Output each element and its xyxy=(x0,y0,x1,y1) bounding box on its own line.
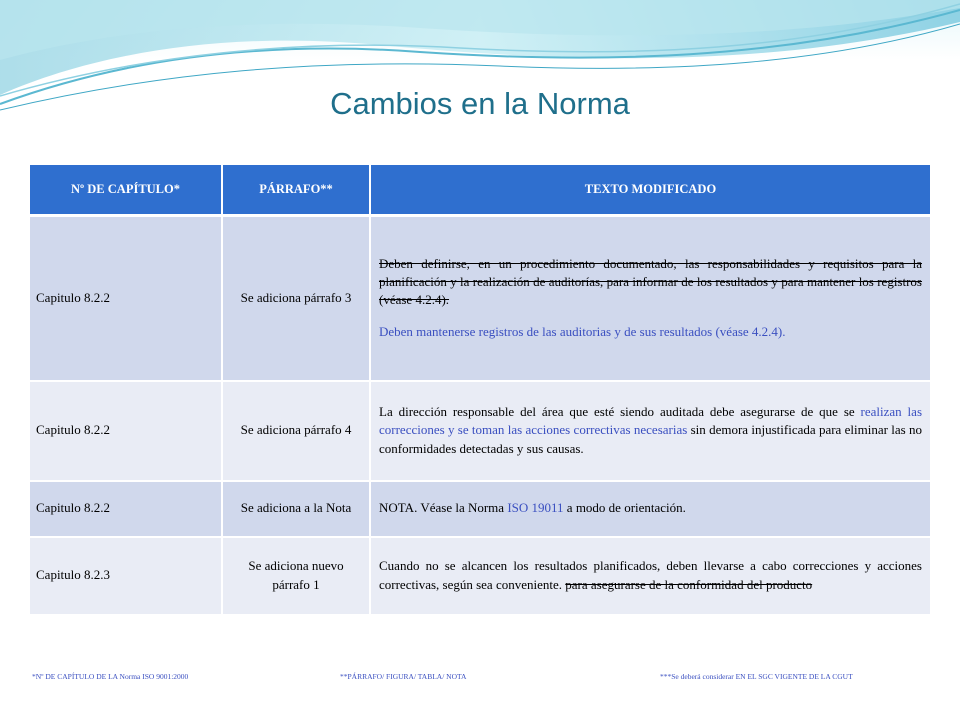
text-after: sin demora injustificada para eliminar las no conformidades detectadas y sus causas. xyxy=(379,422,922,456)
row-modified-text xyxy=(370,537,930,615)
footnote-paragraph: **PÁRRAFO/ FIGURA/ TABLA/ NOTA xyxy=(340,672,467,681)
row-chapter: Capitulo 8.2.2 xyxy=(30,481,222,537)
row-chapter: Capitulo 8.2.3 xyxy=(30,537,222,615)
slide-title: Cambios en la Norma xyxy=(330,86,630,121)
highlighted-text: ISO 19011 xyxy=(507,500,564,516)
changes-table xyxy=(30,165,930,616)
row-paragraph: Se adiciona a la Nota xyxy=(222,481,370,537)
header-modified-text: TEXTO MODIFICADO xyxy=(370,165,930,216)
row-chapter: Capitulo 8.2.2 xyxy=(30,216,222,381)
row-paragraph: Se adiciona párrafo 3 xyxy=(222,216,370,381)
footnote-consider: ***Se deberá considerar EN EL SGC VIGENTE DE LA CGUT xyxy=(660,672,853,681)
table-row xyxy=(30,381,930,481)
table-row xyxy=(30,216,930,381)
text-main: Cuando no se alcancen los resultados planificados, deben llevarse a cabo correcciones y acciones correctivas, según sea conveniente. xyxy=(379,558,922,592)
table-row xyxy=(30,481,930,537)
table-header-row xyxy=(30,165,930,216)
row-modified-text xyxy=(370,216,930,381)
footnote-chapter: *Nº DE CAPÍTULO DE LA Norma ISO 9001:2000 xyxy=(32,672,189,681)
row-chapter: Capitulo 8.2.2 xyxy=(30,381,222,481)
struck-text: Deben definirse, en un procedimiento documentado, las responsabilidades y requisitos para la planificación y la realización de auditorías, para informar de los resultados y para mantener los registros (véase 4.2.4). xyxy=(379,255,922,308)
added-text: Deben mantenerse registros de las auditorias y de sus resultados (véase 4.2.4). xyxy=(379,324,786,340)
text-after: a modo de orientación. xyxy=(563,500,686,516)
struck-text: para asegurarse de la conformidad del producto xyxy=(565,576,813,592)
row-paragraph: Se adiciona párrafo 4 xyxy=(222,381,370,481)
highlighted-text: realizan las correcciones y se toman las acciones correctivas necesarias xyxy=(379,404,923,438)
row-paragraph: Se adiciona nuevo párrafo 1 xyxy=(222,537,370,615)
header-chapter: Nº DE CAPÍTULO* xyxy=(30,165,222,216)
text-before: La dirección responsable del área que esté siendo auditada debe asegurarse de que se xyxy=(379,404,861,420)
row-modified-text xyxy=(370,481,930,537)
header-paragraph: PÁRRAFO** xyxy=(222,165,370,216)
text-before: NOTA. Véase la Norma xyxy=(379,500,508,516)
row-modified-text xyxy=(370,381,930,481)
table-row xyxy=(30,537,930,615)
